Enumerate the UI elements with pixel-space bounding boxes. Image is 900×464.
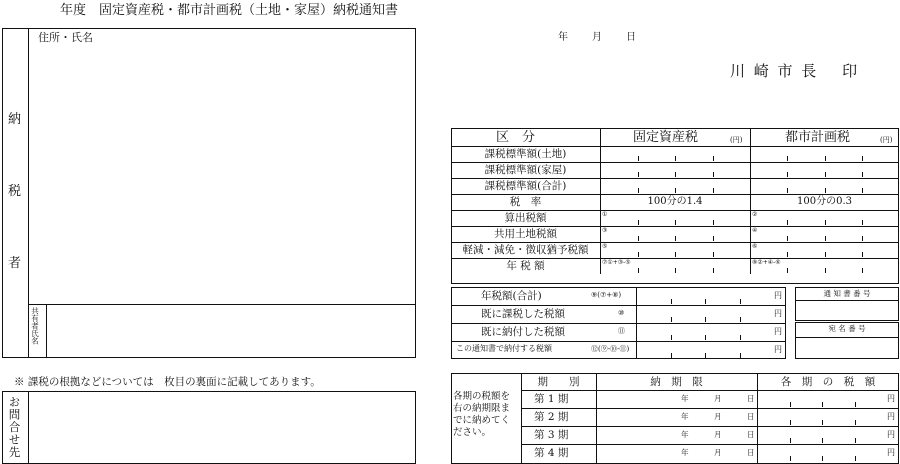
digit-tick [675,268,676,273]
city-mark: ② [752,211,758,218]
taxpayer-label-2: 税 [8,184,22,199]
summary-row-mark: ⑪ [618,327,625,335]
deadline-day: 日 [747,394,755,403]
tax-row-label: 課税標準額(土地) [484,148,567,160]
city-unit: (円) [880,136,893,144]
digit-tick [862,156,863,161]
installment-period: 第 1 期 [534,393,569,405]
digit-tick [790,420,791,425]
basis-note: ※ 課税の根拠などについては 枚目の裏面に記載してあります。 [14,376,321,388]
digit-tick [638,156,639,161]
summary-row-mark: ⑩ [618,309,625,317]
city-planning-tax-header: 都市計画税 [785,130,851,145]
issuer-name: 川 崎 市 長 印 [730,62,860,80]
notice-number-label: 通 知 書 番 号 [823,289,871,298]
city-mark: ④ [752,227,758,234]
digit-tick [675,236,676,241]
tax-row-label: 課税標準額(合計) [484,180,567,192]
digit-tick [825,268,826,273]
city-mark: ⑥ [752,243,758,250]
digit-tick [822,420,823,425]
digit-tick [740,335,741,340]
digit-tick [740,299,741,304]
deadline-year: 年 [681,448,689,457]
digit-tick [825,252,826,257]
digit-tick [740,353,741,358]
category-header: 区 分 [496,130,536,145]
deadline-day: 日 [747,448,755,457]
installment-period: 第 4 期 [534,447,569,459]
deadline-year: 年 [681,394,689,403]
summary-yen: 円 [774,309,782,318]
digit-tick [705,353,706,358]
digit-tick [790,438,791,443]
digit-tick [855,456,856,461]
tax-row-label: 共用土地税額 [494,228,557,240]
digit-tick [862,220,863,225]
digit-tick [822,438,823,443]
digit-tick [862,252,863,257]
taxpayer-label-1: 納 [8,112,22,127]
digit-tick [825,220,826,225]
digit-tick [790,402,791,407]
inquiry-label: お問合せ先 [7,396,22,459]
taxpayer-label-3: 者 [8,256,22,271]
installment-note: 各期の税額を右の納期限までに納めてください。 [453,391,511,438]
summary-yen: 円 [774,327,782,336]
installment-yen: 円 [887,394,895,403]
amount-header: 各 期 の 税 額 [780,376,876,388]
digit-tick [787,156,788,161]
digit-tick [825,156,826,161]
summary-row-label: 年税額(合計) [481,290,542,302]
digit-tick [822,402,823,407]
fixed-asset-tax-header: 固定資産税 [633,130,699,145]
city-rate-value: 100分の0.3 [797,196,852,207]
digit-tick [855,402,856,407]
document-title: 年度 固定資産税・都市計画税（土地・家屋）納税通知書 [60,3,399,18]
taxpayer-box [2,28,416,358]
tax-row-label: 年 税 額 [506,260,545,272]
digit-tick [705,299,706,304]
deadline-day: 日 [747,430,755,439]
digit-tick [638,188,639,193]
digit-tick [713,268,714,273]
digit-tick [675,220,676,225]
fixed-mark: ⑤ [602,243,608,250]
digit-tick [855,438,856,443]
digit-tick [675,188,676,193]
fixed-rate-value: 100分の1.4 [647,196,703,207]
installment-yen: 円 [887,430,895,439]
digit-tick [638,220,639,225]
deadline-month: 月 [714,412,722,421]
digit-tick [825,188,826,193]
summary-yen: 円 [774,291,782,300]
deadline-month: 月 [714,394,722,403]
digit-tick [675,172,676,177]
digit-tick [825,236,826,241]
installment-period: 第 2 期 [534,411,569,423]
digit-tick [671,317,672,322]
inquiry-box [2,391,416,464]
digit-tick [787,172,788,177]
deadline-header: 納 期 限 [650,376,703,388]
digit-tick [671,353,672,358]
digit-tick [787,188,788,193]
period-header: 期 別 [537,376,580,388]
tax-row-label: 課税標準額(家屋) [484,164,567,176]
digit-tick [713,156,714,161]
digit-tick [787,268,788,273]
digit-tick [675,252,676,257]
coowner-label: 共有者氏名 [30,307,40,345]
digit-tick [787,220,788,225]
digit-tick [638,236,639,241]
tax-row-label: 軽減・減免・徴収猶予税額 [462,244,589,256]
summary-row-label: 既に納付した税額 [481,326,565,338]
city-mark: ⑧②+④-⑥ [752,259,781,266]
deadline-month: 月 [714,448,722,457]
fixed-mark: ③ [602,227,608,234]
date-year: 年 [558,32,568,43]
digit-tick [638,172,639,177]
deadline-year: 年 [681,412,689,421]
deadline-month: 月 [714,430,722,439]
addressee-number-label: 宛 名 番 号 [828,324,866,333]
digit-tick [638,268,639,273]
address-name-label: 住所・氏名 [38,31,93,44]
digit-tick [713,220,714,225]
date-month: 月 [592,32,602,43]
digit-tick [740,317,741,322]
fixed-mark: ① [602,211,608,218]
installment-yen: 円 [887,448,895,457]
digit-tick [713,172,714,177]
summary-row-label: 既に課税した税額 [481,308,565,320]
digit-tick [713,236,714,241]
deadline-year: 年 [681,430,689,439]
digit-tick [713,188,714,193]
digit-tick [787,236,788,241]
digit-tick [862,172,863,177]
digit-tick [855,420,856,425]
digit-tick [671,335,672,340]
tax-row-label: 税 率 [509,196,542,208]
digit-tick [705,335,706,340]
digit-tick [862,188,863,193]
digit-tick [713,252,714,257]
installment-yen: 円 [887,412,895,421]
digit-tick [862,236,863,241]
date-day: 日 [626,32,636,43]
digit-tick [671,299,672,304]
tax-row-label: 算出税額 [504,212,547,224]
digit-tick [822,456,823,461]
summary-yen: 円 [774,345,782,354]
summary-row-mark: ⑫(⑨-⑩-⑪) [591,345,630,353]
fixed-mark: ⑦①+③-⑤ [602,259,631,266]
summary-row-mark: ⑨(⑦+⑧) [591,291,622,299]
installment-period: 第 3 期 [534,429,569,441]
digit-tick [787,252,788,257]
digit-tick [825,172,826,177]
digit-tick [790,456,791,461]
digit-tick [862,268,863,273]
digit-tick [638,252,639,257]
deadline-day: 日 [747,412,755,421]
digit-tick [705,317,706,322]
fixed-unit: (円) [730,136,743,144]
digit-tick [675,156,676,161]
summary-row-label: この通知書で納付する税額 [456,344,552,353]
